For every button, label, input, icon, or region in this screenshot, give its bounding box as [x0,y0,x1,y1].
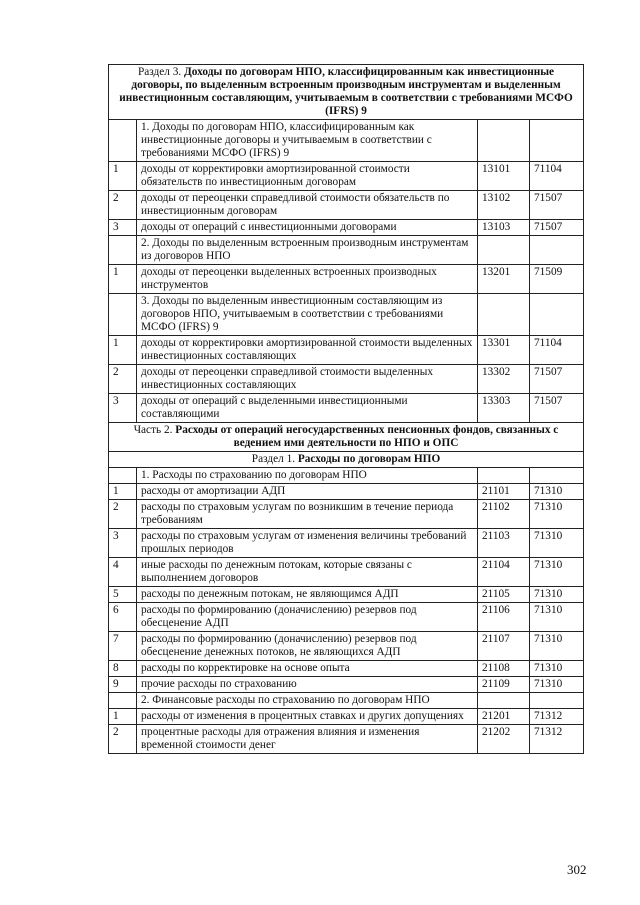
table-row [109,725,584,754]
row-number: 3 [109,529,137,558]
row-description: процентные расходы для отражения влияния и изменения временной стоимости денег [137,725,478,754]
row-description: расходы по формированию (доначислению) резервов под обесценение АДП [137,603,478,632]
table-row [109,162,584,191]
row-description: расходы по корректировке на основе опыта [137,661,478,677]
table-row [109,220,584,236]
group-heading: 3. Доходы по выделенным инвестиционным составляющим из договоров НПО, учитываемым в соответствии с требованиями МСФО (IFRS) 9 [137,294,478,336]
group-heading-row [109,468,584,484]
row-number: 9 [109,677,137,693]
row-account: 71507 [530,394,584,423]
group-heading-row [109,693,584,709]
table-body [109,65,584,754]
table-row [109,661,584,677]
row-code: 21103 [478,529,530,558]
row-code: 21101 [478,484,530,500]
table-row [109,587,584,603]
table-row [109,709,584,725]
row-number: 2 [109,191,137,220]
row-number: 1 [109,265,137,294]
section1-header-prefix: Раздел 1. [251,453,298,465]
group-heading: 1. Расходы по страхованию по договорам НПО [137,468,478,484]
row-description: доходы от корректировки амортизированной стоимости обязательств по инвестиционным договорам [137,162,478,191]
section1-header-title: Расходы по договорам НПО [297,453,441,465]
row-description: расходы по страховым услугам по возникшим в течение периода требованиям [137,500,478,529]
row-description: прочие расходы по страхованию [137,677,478,693]
row-code: 13201 [478,265,530,294]
row-description: расходы по формированию (доначислению) резервов под обесценение денежных потоков, не являющихся АДП [137,632,478,661]
row-account: 71310 [530,632,584,661]
table-row [109,603,584,632]
section3-header [109,65,584,120]
row-account: 71310 [530,677,584,693]
row-account: 71312 [530,709,584,725]
row-code: 21107 [478,632,530,661]
table-row [109,191,584,220]
row-number: 1 [109,484,137,500]
row-number: 3 [109,394,137,423]
row-number: 2 [109,725,137,754]
row-code: 21201 [478,709,530,725]
row-description: доходы от переоценки справедливой стоимости выделенных инвестиционных составляющих [137,365,478,394]
row-description: расходы по денежным потокам, не являющимся АДП [137,587,478,603]
row-code: 21104 [478,558,530,587]
row-code: 21105 [478,587,530,603]
row-number: 3 [109,220,137,236]
row-number: 5 [109,587,137,603]
row-number: 7 [109,632,137,661]
row-account: 71312 [530,725,584,754]
row-account: 71507 [530,220,584,236]
section1-header [109,452,584,468]
table-row [109,500,584,529]
table-row [109,365,584,394]
group-heading: 1. Доходы по договорам НПО, классифицированным как инвестиционные договоры и учитываемым в соответствии с требованиями МСФО (IFRS) 9 [137,120,478,162]
row-number: 1 [109,336,137,365]
row-description: доходы от переоценки справедливой стоимости обязательств по инвестиционным договорам [137,191,478,220]
row-account: 71310 [530,603,584,632]
row-number: 6 [109,603,137,632]
row-account: 71310 [530,587,584,603]
row-number: 8 [109,661,137,677]
row-account: 71310 [530,558,584,587]
table-row [109,632,584,661]
row-number: 1 [109,709,137,725]
row-number: 2 [109,500,137,529]
row-number: 2 [109,365,137,394]
group-heading: 2. Доходы по выделенным встроенным производным инструментам из договоров НПО [137,236,478,265]
table-row [109,394,584,423]
row-code: 13301 [478,336,530,365]
row-account: 71104 [530,162,584,191]
row-code: 21202 [478,725,530,754]
row-account: 71509 [530,265,584,294]
row-description: расходы от амортизации АДП [137,484,478,500]
part2-header-title: Расходы от операций негосударственных пенсионных фондов, связанных с ведением ими деятельности по НПО и ОПС [175,424,559,449]
part2-header [109,423,584,452]
row-code: 13303 [478,394,530,423]
row-description: доходы от переоценки выделенных встроенных производных инструментов [137,265,478,294]
group-heading-row [109,120,584,162]
row-description: расходы от изменения в процентных ставках и других допущениях [137,709,478,725]
row-code: 21108 [478,661,530,677]
row-code: 13302 [478,365,530,394]
section3-header-title: Доходы по договорам НПО, классифицированным как инвестиционные договоры, по выделенным встроенным производным инструментам и выделенным инвестиционным составляющим, учитываемым в соответствии с требованиями МСФО (IFRS) 9 [119,66,573,117]
row-description: расходы по страховым услугам от изменения величины требований прошлых периодов [137,529,478,558]
row-description: иные расходы по денежным потокам, которые связаны с выполнением договоров [137,558,478,587]
row-account: 71310 [530,529,584,558]
row-code: 21109 [478,677,530,693]
row-description: доходы от операций с выделенными инвестиционными составляющими [137,394,478,423]
row-description: доходы от корректировки амортизированной стоимости выделенных инвестиционных составляющих [137,336,478,365]
row-code: 21106 [478,603,530,632]
row-description: доходы от операций с инвестиционными договорами [137,220,478,236]
row-number: 4 [109,558,137,587]
accounts-table [108,64,584,754]
table-row [109,558,584,587]
row-account: 71310 [530,661,584,677]
row-code: 21102 [478,500,530,529]
group-heading: 2. Финансовые расходы по страхованию по договорам НПО [137,693,478,709]
row-account: 71507 [530,191,584,220]
row-account: 71310 [530,500,584,529]
table-row [109,529,584,558]
table-row [109,677,584,693]
table-row [109,265,584,294]
section3-header-prefix: Раздел 3. [137,66,185,78]
row-account: 71310 [530,484,584,500]
row-code: 13103 [478,220,530,236]
page-number: 302 [567,862,587,877]
table-row [109,336,584,365]
group-heading-row [109,294,584,336]
part2-header-prefix: Часть 2. [133,424,176,436]
row-code: 13101 [478,162,530,191]
row-code: 13102 [478,191,530,220]
row-account: 71104 [530,336,584,365]
group-heading-row [109,236,584,265]
row-account: 71507 [530,365,584,394]
table-row [109,484,584,500]
row-number: 1 [109,162,137,191]
